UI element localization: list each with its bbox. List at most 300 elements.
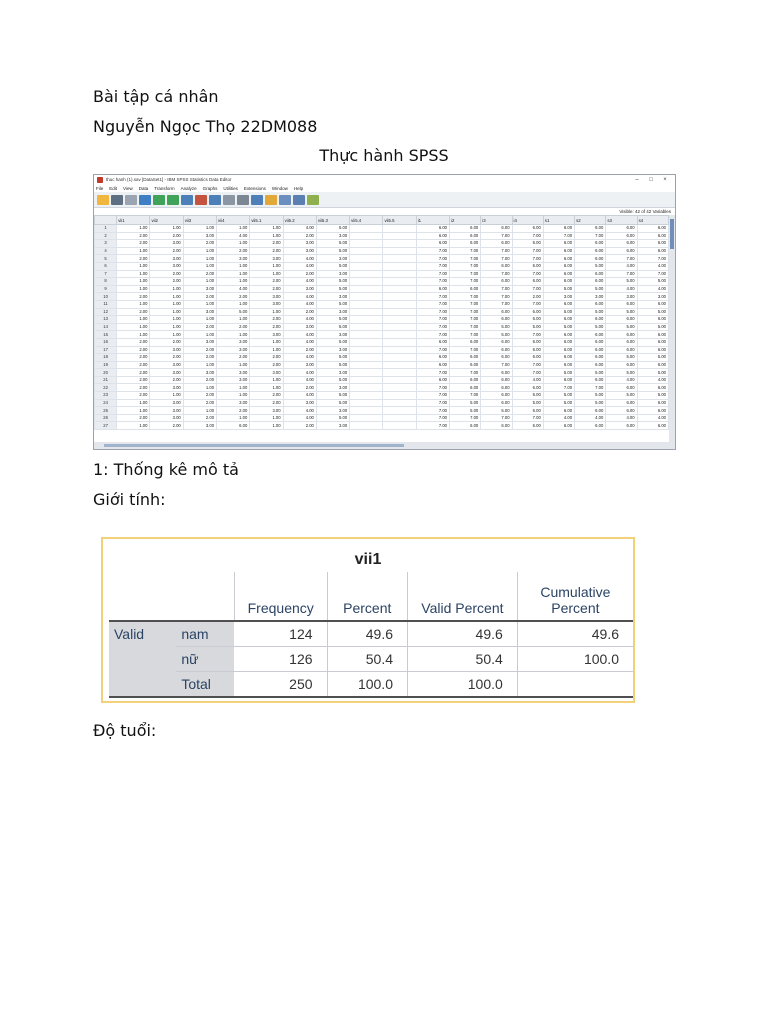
data-cell[interactable]: 6.00 <box>481 316 512 324</box>
data-cell[interactable]: 7.00 <box>450 278 481 286</box>
find-icon[interactable] <box>237 195 249 205</box>
insert-cases-icon[interactable] <box>251 195 263 205</box>
data-cell[interactable]: 3.00 <box>217 338 250 346</box>
data-cell[interactable]: 6.00 <box>575 240 606 248</box>
data-cell[interactable]: 2.00 <box>250 392 283 400</box>
data-cell[interactable]: 4.00 <box>283 278 316 286</box>
data-cell[interactable]: 6.00 <box>543 247 574 255</box>
data-cell[interactable]: 4.00 <box>575 414 606 422</box>
data-cell[interactable] <box>350 308 383 316</box>
data-cell[interactable]: 2.00 <box>117 369 150 377</box>
data-cell[interactable]: 2.00 <box>217 354 250 362</box>
use-sets-icon[interactable] <box>307 195 319 205</box>
data-cell[interactable]: 3.00 <box>150 346 183 354</box>
data-cell[interactable]: 6.00 <box>543 270 574 278</box>
data-cell[interactable]: 5.00 <box>316 392 349 400</box>
data-cell[interactable]: 6.00 <box>512 354 543 362</box>
data-cell[interactable]: 5.00 <box>481 323 512 331</box>
data-cell[interactable] <box>383 232 416 240</box>
data-cell[interactable] <box>350 247 383 255</box>
data-cell[interactable]: 4.00 <box>283 414 316 422</box>
data-cell[interactable]: 3.00 <box>183 232 216 240</box>
data-cell[interactable]: 1.00 <box>183 247 216 255</box>
data-cell[interactable]: 6.00 <box>450 384 481 392</box>
data-cell[interactable] <box>383 369 416 377</box>
value-labels-icon[interactable] <box>293 195 305 205</box>
data-cell[interactable]: 1.00 <box>250 225 283 233</box>
data-cell[interactable]: 6.00 <box>543 225 574 233</box>
data-cell[interactable]: 3.00 <box>150 407 183 415</box>
data-cell[interactable]: 2.00 <box>150 338 183 346</box>
row-number[interactable]: 6 <box>95 262 117 270</box>
column-header-i1[interactable]: i1 <box>416 216 449 225</box>
data-cell[interactable]: 6.00 <box>637 346 668 354</box>
close-icon[interactable]: × <box>663 176 667 183</box>
data-cell[interactable]: 2.00 <box>250 278 283 286</box>
data-cell[interactable]: 6.00 <box>606 225 637 233</box>
row-number[interactable]: 16 <box>95 338 117 346</box>
data-cell[interactable]: 6.00 <box>543 346 574 354</box>
variables-icon[interactable] <box>209 195 221 205</box>
data-cell[interactable]: 5.00 <box>543 285 574 293</box>
data-cell[interactable]: 7.00 <box>450 262 481 270</box>
data-cell[interactable]: 7.00 <box>450 414 481 422</box>
data-cell[interactable]: 1.00 <box>250 308 283 316</box>
menu-item-window[interactable]: Window <box>271 185 288 191</box>
data-cell[interactable]: 1.00 <box>150 392 183 400</box>
data-cell[interactable]: 1.00 <box>183 255 216 263</box>
data-cell[interactable]: 5.00 <box>575 399 606 407</box>
data-cell[interactable]: 5.00 <box>606 369 637 377</box>
data-cell[interactable]: 5.00 <box>316 300 349 308</box>
data-cell[interactable]: 6.00 <box>512 338 543 346</box>
data-cell[interactable]: 6.00 <box>481 278 512 286</box>
data-cell[interactable]: 6.00 <box>512 278 543 286</box>
data-cell[interactable]: 2.00 <box>150 270 183 278</box>
data-cell[interactable]: 6.00 <box>637 240 668 248</box>
data-cell[interactable]: 2.00 <box>117 240 150 248</box>
data-cell[interactable]: 5.00 <box>637 369 668 377</box>
data-cell[interactable]: 6.00 <box>543 331 574 339</box>
data-cell[interactable]: 6.00 <box>416 338 449 346</box>
row-number[interactable]: 19 <box>95 361 117 369</box>
row-number[interactable]: 12 <box>95 308 117 316</box>
data-cell[interactable]: 1.00 <box>250 262 283 270</box>
data-cell[interactable]: 4.00 <box>283 300 316 308</box>
data-cell[interactable]: 2.00 <box>183 323 216 331</box>
data-cell[interactable] <box>383 247 416 255</box>
data-cell[interactable]: 4.00 <box>283 293 316 301</box>
column-header-s3[interactable]: s3 <box>606 216 637 225</box>
data-cell[interactable]: 5.00 <box>637 354 668 362</box>
data-cell[interactable]: 5.00 <box>543 399 574 407</box>
open-folder-icon[interactable] <box>97 195 109 205</box>
data-cell[interactable] <box>350 422 383 430</box>
data-cell[interactable]: 1.00 <box>217 392 250 400</box>
data-cell[interactable]: 2.00 <box>150 354 183 362</box>
data-cell[interactable]: 5.00 <box>316 323 349 331</box>
data-cell[interactable]: 6.00 <box>606 240 637 248</box>
menu-item-edit[interactable]: Edit <box>109 185 118 191</box>
data-cell[interactable]: 5.00 <box>316 376 349 384</box>
data-cell[interactable]: 6.00 <box>606 232 637 240</box>
data-cell[interactable]: 1.00 <box>217 316 250 324</box>
data-cell[interactable]: 7.00 <box>416 300 449 308</box>
data-cell[interactable]: 6.00 <box>481 225 512 233</box>
goto-case-icon[interactable] <box>181 195 193 205</box>
data-cell[interactable]: 6.00 <box>416 240 449 248</box>
data-cell[interactable]: 5.00 <box>543 308 574 316</box>
data-cell[interactable]: 6.00 <box>606 407 637 415</box>
row-number[interactable]: 5 <box>95 255 117 263</box>
menu-item-utilities[interactable]: Utilities <box>223 185 238 191</box>
column-header-i3[interactable]: i3 <box>481 216 512 225</box>
data-cell[interactable]: 7.00 <box>450 270 481 278</box>
data-cell[interactable]: 5.00 <box>637 308 668 316</box>
data-cell[interactable]: 6.00 <box>481 422 512 430</box>
data-cell[interactable]: 6.00 <box>606 247 637 255</box>
data-cell[interactable]: 6.00 <box>575 422 606 430</box>
data-cell[interactable]: 1.00 <box>150 293 183 301</box>
data-cell[interactable]: 6.00 <box>637 361 668 369</box>
data-cell[interactable]: 5.00 <box>575 369 606 377</box>
data-cell[interactable]: 6.00 <box>416 285 449 293</box>
data-cell[interactable]: 6.00 <box>481 338 512 346</box>
row-number[interactable]: 2 <box>95 232 117 240</box>
data-cell[interactable]: 4.00 <box>606 285 637 293</box>
row-number[interactable]: 23 <box>95 392 117 400</box>
data-cell[interactable]: 3.00 <box>637 293 668 301</box>
data-cell[interactable]: 2.00 <box>117 293 150 301</box>
data-cell[interactable]: 2.00 <box>150 232 183 240</box>
data-cell[interactable]: 6.00 <box>575 354 606 362</box>
data-cell[interactable]: 6.00 <box>606 338 637 346</box>
data-cell[interactable]: 4.00 <box>283 369 316 377</box>
data-cell[interactable]: 6.00 <box>543 262 574 270</box>
data-cell[interactable]: 3.00 <box>250 369 283 377</box>
data-cell[interactable] <box>383 255 416 263</box>
goto-variable-icon[interactable] <box>195 195 207 205</box>
data-cell[interactable]: 6.00 <box>637 422 668 430</box>
data-cell[interactable] <box>350 262 383 270</box>
data-cell[interactable] <box>383 384 416 392</box>
data-cell[interactable]: 6.00 <box>481 384 512 392</box>
row-number[interactable]: 27 <box>95 422 117 430</box>
row-number[interactable]: 1 <box>95 225 117 233</box>
data-cell[interactable]: 6.00 <box>606 300 637 308</box>
data-cell[interactable]: 5.00 <box>637 392 668 400</box>
data-cell[interactable]: 5.00 <box>606 278 637 286</box>
data-cell[interactable]: 6.00 <box>575 338 606 346</box>
data-cell[interactable]: 6.00 <box>450 361 481 369</box>
data-cell[interactable]: 7.00 <box>450 255 481 263</box>
data-cell[interactable]: 3.00 <box>150 240 183 248</box>
data-cell[interactable] <box>383 300 416 308</box>
data-cell[interactable]: 7.00 <box>450 300 481 308</box>
data-cell[interactable] <box>350 369 383 377</box>
data-cell[interactable]: 3.00 <box>217 376 250 384</box>
data-cell[interactable]: 1.00 <box>117 422 150 430</box>
data-cell[interactable]: 6.00 <box>637 247 668 255</box>
row-number[interactable]: 21 <box>95 376 117 384</box>
data-cell[interactable]: 6.00 <box>512 407 543 415</box>
menu-item-view[interactable]: View <box>123 185 133 191</box>
data-cell[interactable]: 5.00 <box>606 392 637 400</box>
data-cell[interactable]: 3.00 <box>217 369 250 377</box>
insert-variable-icon[interactable] <box>265 195 277 205</box>
data-cell[interactable]: 6.00 <box>575 346 606 354</box>
column-header-vii5-3[interactable]: vii5.3 <box>316 216 349 225</box>
data-cell[interactable]: 3.00 <box>316 369 349 377</box>
split-file-icon[interactable] <box>279 195 291 205</box>
data-cell[interactable]: 7.00 <box>543 232 574 240</box>
data-cell[interactable]: 3.00 <box>183 285 216 293</box>
data-cell[interactable]: 5.00 <box>316 225 349 233</box>
data-cell[interactable]: 6.00 <box>543 240 574 248</box>
data-cell[interactable]: 5.00 <box>316 240 349 248</box>
data-cell[interactable]: 2.00 <box>117 338 150 346</box>
data-cell[interactable] <box>383 331 416 339</box>
data-cell[interactable]: 6.00 <box>543 376 574 384</box>
data-cell[interactable] <box>350 240 383 248</box>
data-cell[interactable]: 7.00 <box>606 270 637 278</box>
data-cell[interactable]: 4.00 <box>283 262 316 270</box>
data-cell[interactable] <box>383 262 416 270</box>
column-header-vii5-4[interactable]: vii5.4 <box>350 216 383 225</box>
data-cell[interactable]: 2.00 <box>250 316 283 324</box>
data-cell[interactable]: 2.00 <box>117 392 150 400</box>
data-cell[interactable]: 5.00 <box>316 262 349 270</box>
data-cell[interactable]: 4.00 <box>637 376 668 384</box>
menu-item-file[interactable]: File <box>96 185 104 191</box>
data-cell[interactable]: 3.00 <box>316 232 349 240</box>
data-cell[interactable]: 2.00 <box>283 270 316 278</box>
column-header-vii5-1[interactable]: vii5.1 <box>250 216 283 225</box>
data-cell[interactable]: 6.00 <box>575 376 606 384</box>
data-cell[interactable]: 1.00 <box>150 316 183 324</box>
data-cell[interactable]: 6.00 <box>575 300 606 308</box>
data-cell[interactable]: 2.00 <box>183 354 216 362</box>
data-cell[interactable]: 7.00 <box>575 384 606 392</box>
data-cell[interactable]: 7.00 <box>416 369 449 377</box>
row-number[interactable]: 18 <box>95 354 117 362</box>
data-cell[interactable]: 6.00 <box>512 392 543 400</box>
row-number[interactable]: 13 <box>95 316 117 324</box>
data-cell[interactable]: 6.00 <box>606 399 637 407</box>
row-number[interactable]: 14 <box>95 323 117 331</box>
data-cell[interactable] <box>350 270 383 278</box>
undo-icon[interactable] <box>153 195 165 205</box>
data-cell[interactable] <box>383 270 416 278</box>
data-cell[interactable]: 5.00 <box>481 331 512 339</box>
data-cell[interactable]: 7.00 <box>512 270 543 278</box>
data-cell[interactable]: 4.00 <box>283 225 316 233</box>
data-cell[interactable]: 5.00 <box>316 247 349 255</box>
data-cell[interactable]: 4.00 <box>606 376 637 384</box>
data-cell[interactable]: 4.00 <box>637 262 668 270</box>
data-cell[interactable]: 1.00 <box>117 331 150 339</box>
redo-icon[interactable] <box>167 195 179 205</box>
data-cell[interactable]: 2.00 <box>283 384 316 392</box>
data-cell[interactable] <box>383 414 416 422</box>
data-cell[interactable]: 1.00 <box>183 225 216 233</box>
data-cell[interactable]: 2.00 <box>283 232 316 240</box>
data-cell[interactable]: 6.00 <box>637 399 668 407</box>
data-cell[interactable]: 2.00 <box>217 293 250 301</box>
data-cell[interactable]: 6.00 <box>575 247 606 255</box>
data-cell[interactable]: 6.00 <box>637 331 668 339</box>
data-cell[interactable]: 6.00 <box>450 338 481 346</box>
data-cell[interactable]: 2.00 <box>250 399 283 407</box>
data-cell[interactable]: 3.00 <box>543 293 574 301</box>
data-cell[interactable]: 2.00 <box>217 407 250 415</box>
data-cell[interactable] <box>350 338 383 346</box>
print-icon[interactable] <box>125 195 137 205</box>
data-cell[interactable] <box>383 316 416 324</box>
data-cell[interactable]: 5.00 <box>316 354 349 362</box>
data-cell[interactable]: 6.00 <box>481 346 512 354</box>
data-cell[interactable]: 7.00 <box>416 407 449 415</box>
data-cell[interactable]: 4.00 <box>606 262 637 270</box>
data-cell[interactable]: 2.00 <box>217 323 250 331</box>
data-cell[interactable]: 6.00 <box>575 270 606 278</box>
data-cell[interactable]: 6.00 <box>450 240 481 248</box>
column-header-vii5-5[interactable]: vii5.5 <box>383 216 416 225</box>
data-cell[interactable]: 3.00 <box>606 293 637 301</box>
data-cell[interactable]: 2.00 <box>150 278 183 286</box>
data-cell[interactable]: 7.00 <box>416 392 449 400</box>
data-cell[interactable]: 7.00 <box>481 293 512 301</box>
data-cell[interactable]: 2.00 <box>283 422 316 430</box>
data-cell[interactable] <box>350 354 383 362</box>
data-cell[interactable] <box>350 278 383 286</box>
data-cell[interactable]: 6.00 <box>606 331 637 339</box>
data-cell[interactable]: 2.00 <box>183 399 216 407</box>
data-cell[interactable]: 1.00 <box>250 338 283 346</box>
data-cell[interactable]: 6.00 <box>481 376 512 384</box>
data-cell[interactable]: 3.00 <box>150 262 183 270</box>
data-cell[interactable]: 6.00 <box>637 316 668 324</box>
data-cell[interactable]: 6.00 <box>512 240 543 248</box>
data-cell[interactable]: 1.00 <box>217 270 250 278</box>
data-cell[interactable] <box>350 414 383 422</box>
column-header-s2[interactable]: s2 <box>575 216 606 225</box>
vertical-scrollbar[interactable] <box>669 215 675 442</box>
column-header-i4[interactable]: i4 <box>512 216 543 225</box>
run-descriptives-icon[interactable] <box>223 195 235 205</box>
data-cell[interactable]: 7.00 <box>512 331 543 339</box>
data-cell[interactable]: 1.00 <box>217 414 250 422</box>
data-cell[interactable]: 6.00 <box>543 422 574 430</box>
data-cell[interactable]: 7.00 <box>416 331 449 339</box>
data-cell[interactable]: 2.00 <box>117 255 150 263</box>
data-cell[interactable] <box>383 338 416 346</box>
data-cell[interactable]: 1.00 <box>117 247 150 255</box>
data-cell[interactable]: 5.00 <box>575 308 606 316</box>
data-cell[interactable]: 3.00 <box>283 240 316 248</box>
data-cell[interactable]: 1.00 <box>217 300 250 308</box>
data-cell[interactable]: 6.00 <box>575 361 606 369</box>
data-cell[interactable]: 6.00 <box>606 316 637 324</box>
data-cell[interactable]: 2.00 <box>512 293 543 301</box>
data-cell[interactable]: 1.00 <box>150 225 183 233</box>
data-cell[interactable] <box>350 361 383 369</box>
column-header-s4[interactable]: s4 <box>637 216 668 225</box>
data-cell[interactable]: 6.00 <box>637 407 668 415</box>
row-number[interactable]: 20 <box>95 369 117 377</box>
data-cell[interactable]: 4.00 <box>217 285 250 293</box>
data-cell[interactable]: 2.00 <box>283 346 316 354</box>
data-cell[interactable]: 6.00 <box>543 361 574 369</box>
data-cell[interactable]: 6.00 <box>450 354 481 362</box>
data-cell[interactable]: 3.00 <box>283 285 316 293</box>
data-cell[interactable]: 3.00 <box>283 399 316 407</box>
data-cell[interactable]: 5.00 <box>637 278 668 286</box>
data-cell[interactable]: 1.00 <box>183 278 216 286</box>
row-number[interactable]: 3 <box>95 240 117 248</box>
data-cell[interactable] <box>350 331 383 339</box>
data-cell[interactable]: 1.00 <box>117 225 150 233</box>
data-cell[interactable]: 6.00 <box>512 308 543 316</box>
data-cell[interactable]: 3.00 <box>217 255 250 263</box>
data-cell[interactable]: 7.00 <box>450 392 481 400</box>
data-cell[interactable]: 2.00 <box>183 293 216 301</box>
data-cell[interactable]: 2.00 <box>150 376 183 384</box>
save-icon[interactable] <box>111 195 123 205</box>
data-cell[interactable]: 7.00 <box>416 293 449 301</box>
data-cell[interactable]: 2.00 <box>150 247 183 255</box>
data-cell[interactable]: 7.00 <box>481 247 512 255</box>
data-cell[interactable]: 5.00 <box>450 399 481 407</box>
data-cell[interactable] <box>383 278 416 286</box>
column-header-vii1[interactable]: vii1 <box>117 216 150 225</box>
data-cell[interactable]: 6.00 <box>637 300 668 308</box>
row-number[interactable]: 17 <box>95 346 117 354</box>
data-cell[interactable]: 6.00 <box>481 369 512 377</box>
data-cell[interactable]: 6.00 <box>512 384 543 392</box>
data-cell[interactable]: 3.00 <box>316 270 349 278</box>
data-cell[interactable]: 3.00 <box>250 407 283 415</box>
data-cell[interactable]: 7.00 <box>416 384 449 392</box>
data-cell[interactable]: 2.00 <box>217 247 250 255</box>
data-cell[interactable]: 5.00 <box>575 262 606 270</box>
data-cell[interactable]: 6.00 <box>512 262 543 270</box>
data-cell[interactable]: 6.00 <box>543 354 574 362</box>
data-cell[interactable]: 1.00 <box>150 285 183 293</box>
minimize-icon[interactable]: – <box>635 176 639 183</box>
row-number[interactable]: 24 <box>95 399 117 407</box>
data-cell[interactable]: 4.00 <box>283 376 316 384</box>
data-cell[interactable]: 2.00 <box>117 384 150 392</box>
data-cell[interactable]: 4.00 <box>512 376 543 384</box>
data-cell[interactable] <box>383 392 416 400</box>
data-cell[interactable]: 1.00 <box>150 308 183 316</box>
column-header-i2[interactable]: i2 <box>450 216 481 225</box>
data-cell[interactable]: 7.00 <box>481 414 512 422</box>
data-cell[interactable]: 6.00 <box>575 316 606 324</box>
data-cell[interactable]: 1.00 <box>217 331 250 339</box>
data-cell[interactable]: 5.00 <box>543 323 574 331</box>
data-cell[interactable]: 1.00 <box>183 262 216 270</box>
data-cell[interactable]: 1.00 <box>217 262 250 270</box>
data-cell[interactable]: 7.00 <box>637 270 668 278</box>
data-cell[interactable]: 2.00 <box>250 323 283 331</box>
data-cell[interactable]: 6.00 <box>512 316 543 324</box>
data-cell[interactable]: 7.00 <box>512 232 543 240</box>
data-cell[interactable]: 3.00 <box>150 369 183 377</box>
data-cell[interactable] <box>350 384 383 392</box>
data-cell[interactable]: 6.00 <box>575 225 606 233</box>
